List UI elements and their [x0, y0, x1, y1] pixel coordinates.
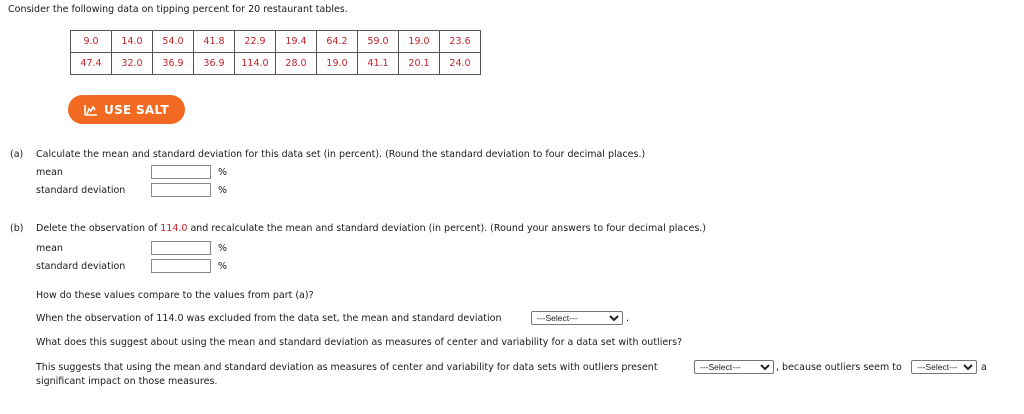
part-b-sd-input[interactable]: [151, 259, 211, 273]
table-cell: 41.1: [358, 53, 399, 75]
part-a-mean-unit: %: [218, 167, 228, 178]
sentence2-line2: significant impact on those measures.: [36, 376, 218, 387]
table-cell: 36.9: [153, 53, 194, 75]
part-b-mean-input[interactable]: [151, 241, 211, 255]
part-b-label: (b): [10, 223, 24, 234]
part-a-mean-input[interactable]: [151, 165, 211, 179]
sentence2-mid: , because outliers seem to: [776, 362, 902, 373]
part-b-mean-unit: %: [218, 243, 228, 254]
part-a-label: (a): [10, 149, 24, 160]
part-b-text-after: and recalculate the mean and standard deviation (in percent). (Round your answers to four decimal places.): [187, 223, 706, 234]
table-cell: 114.0: [235, 53, 276, 75]
part-b-highlight: 114.0: [160, 223, 188, 234]
table-cell: 41.8: [194, 31, 235, 53]
mean-sd-change-select[interactable]: [531, 311, 623, 325]
part-b-sd-unit: %: [218, 261, 228, 272]
table-cell: 14.0: [112, 31, 153, 53]
part-a-mean-label: mean: [36, 167, 63, 178]
sentence1-period: .: [626, 313, 630, 324]
part-a-question: Calculate the mean and standard deviation for this data set (in percent). (Round the standard deviation to four decimal places.): [36, 149, 646, 160]
part-b-text-before: Delete the observation of: [36, 223, 161, 234]
part-b-sd-label: standard deviation: [36, 261, 126, 272]
table-cell: 47.4: [71, 53, 112, 75]
table-cell: 28.0: [276, 53, 317, 75]
part-a-sd-label: standard deviation: [36, 185, 126, 196]
suggest-question: What does this suggest about using the mean and standard deviation as measures of center and variability for a data set with outliers?: [36, 337, 683, 348]
table-cell: 64.2: [317, 31, 358, 53]
sentence1-text: When the observation of 114.0 was excluded from the data set, the mean and standard deviation: [36, 313, 502, 324]
part-a-sd-unit: %: [218, 185, 228, 196]
compare-question: How do these values compare to the values from part (a)?: [36, 290, 314, 301]
table-row: [71, 31, 481, 53]
table-cell: 19.4: [276, 31, 317, 53]
appropriateness-select[interactable]: [694, 360, 774, 374]
use-salt-button[interactable]: [68, 95, 185, 124]
problem-intro: Consider the following data on tipping percent for 20 restaurant tables.: [8, 4, 348, 15]
data-table: [70, 30, 481, 75]
table-cell: 19.0: [317, 53, 358, 75]
table-cell: 23.6: [440, 31, 481, 53]
table-row: [71, 53, 481, 75]
table-cell: 59.0: [358, 31, 399, 53]
table-cell: 32.0: [112, 53, 153, 75]
part-b-mean-label: mean: [36, 243, 63, 254]
salt-icon: [84, 104, 98, 116]
part-b-question: [36, 223, 706, 234]
sentence2-end: a: [981, 362, 987, 373]
table-cell: 24.0: [440, 53, 481, 75]
table-cell: 36.9: [194, 53, 235, 75]
impact-select[interactable]: [911, 360, 977, 374]
table-cell: 9.0: [71, 31, 112, 53]
sentence2-text: This suggests that using the mean and standard deviation as measures of center and variability for data sets with outliers present: [36, 362, 658, 373]
table-cell: 19.0: [399, 31, 440, 53]
salt-label: USE SALT: [104, 102, 169, 117]
table-cell: 22.9: [235, 31, 276, 53]
table-cell: 54.0: [153, 31, 194, 53]
part-a-sd-input[interactable]: [151, 183, 211, 197]
table-cell: 20.1: [399, 53, 440, 75]
